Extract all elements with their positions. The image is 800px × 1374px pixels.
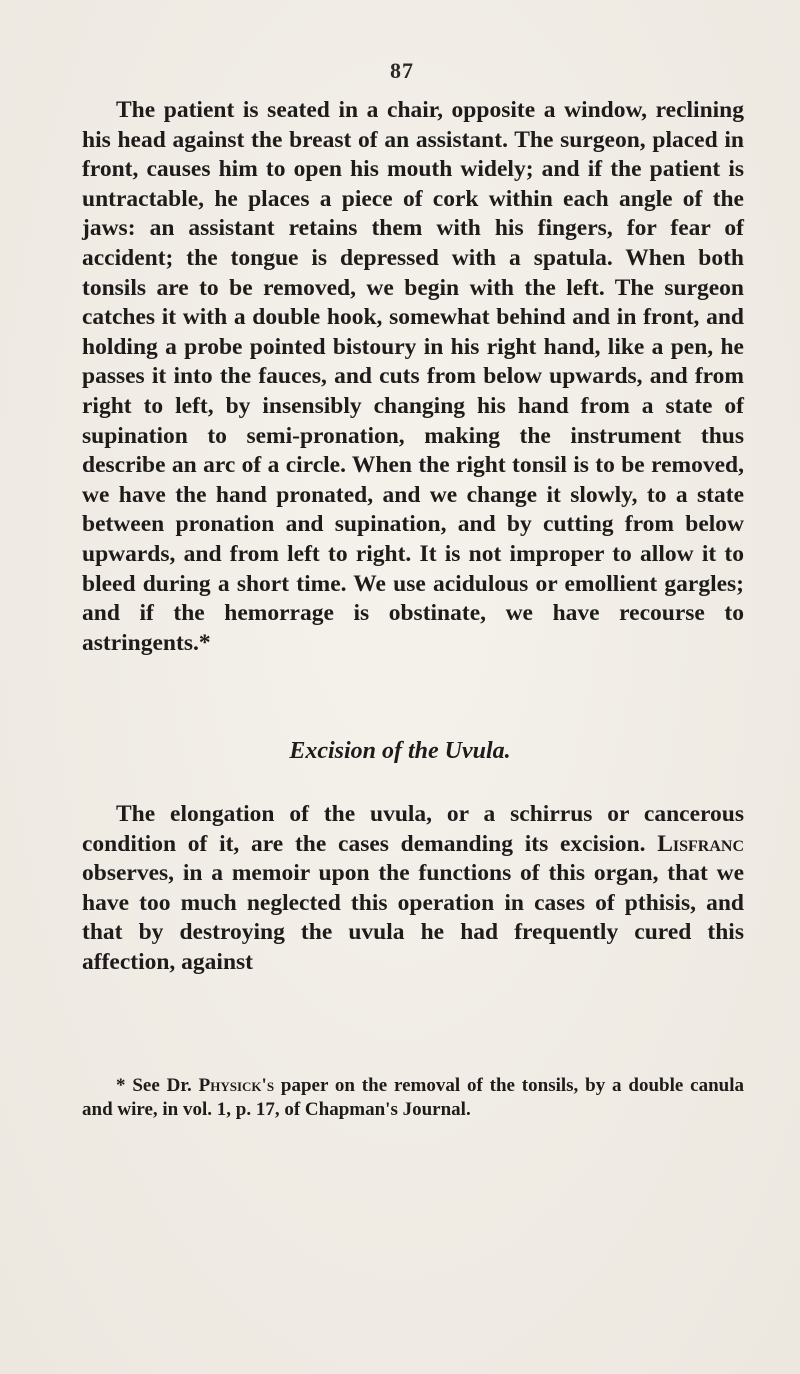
footnote-text: [82, 1074, 744, 1122]
page-number: 87: [390, 58, 414, 83]
paragraph-uvula-part2: observes, in a memoir upon the functions of this organ, that we have too much neglected this operation in cases of pthisis, and that by destroying the uvula he had frequently cured this affection, against: [82, 860, 744, 975]
paragraph-uvula-part1: The elongation of the uvula, or a schirrus or cancerous condition of it, are the cases demanding its excision.: [82, 801, 744, 857]
footnote-part2: paper on the removal of the tonsils, by a double canula and wire, in vol. 1, p. 17, of Chapman's Journal.: [82, 1075, 745, 1120]
footnote: [82, 1074, 744, 1122]
author-name-physick: Physick's: [198, 1075, 275, 1096]
footnote-part1: * See Dr.: [116, 1075, 199, 1096]
author-name-lisfranc: Lisfranc: [657, 830, 744, 857]
body-text-uvula: [82, 800, 744, 978]
section-heading: Excision of the Uvula.: [289, 738, 511, 764]
body-text-main: [82, 96, 744, 658]
paragraph-tonsil-removal: The patient is seated in a chair, opposite a window, reclining his head against the breast of an assistant. The surgeon, placed in front, causes him to open his mouth widely; and if the patient is untractable, he places a piece of cork within each angle of the jaws: an assistant retains them with his fingers, for fear of accident; the tongue is depressed with a spatula. When both tonsils are to be removed, we begin with the left. The surgeon catches it with a double hook, somewhat behind and in front, and holding a probe pointed bistoury in his right hand, like a pen, he passes it into the fauces, and cuts from below upwards, and from right to left, by insensibly changing his hand from a state of supination to semi-pronation, making the instrument thus describe an arc of a circle. When the right tonsil is to be removed, we have the hand pronated, and we change it slowly, to a state between pronation and supination, and by cutting from below upwards, and from left to right. It is not improper to allow it to bleed during a short time. We use acidulous or emollient gargles; and if the hemorrage is obstinate, we have recourse to astringents.*: [82, 97, 744, 656]
paragraph-uvula: [82, 800, 744, 978]
